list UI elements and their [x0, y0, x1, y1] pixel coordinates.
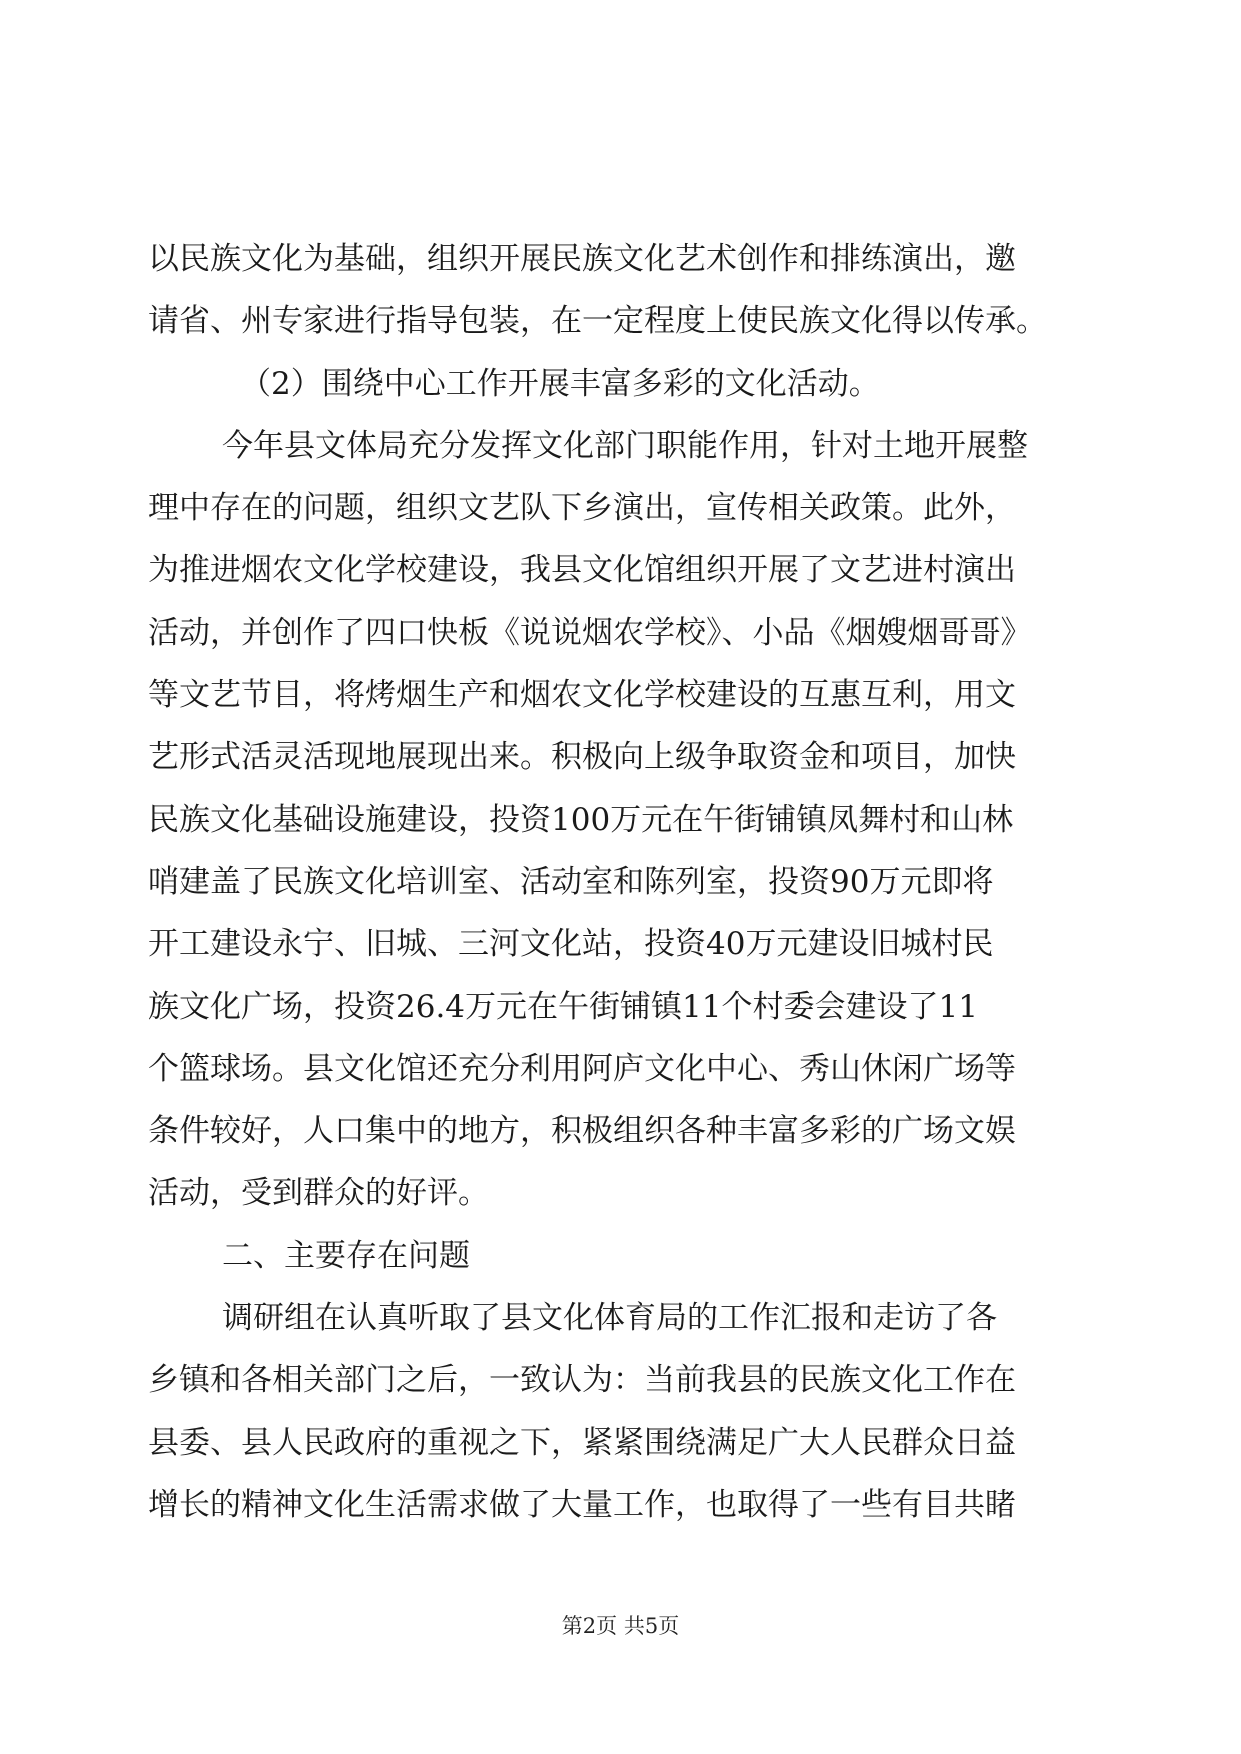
text-line: 条件较好，人口集中的地方，积极组织各种丰富多彩的广场文娱	[148, 1113, 1016, 1150]
page-number-footer: 第2页 共5页	[561, 1614, 680, 1638]
text-line: 个篮球场。县文化馆还充分利用阿庐文化中心、秀山休闲广场等	[148, 1050, 1016, 1087]
text-line: 请省、州专家进行指导包装，在一定程度上使民族文化得以传承。	[148, 303, 1047, 340]
text-line: 理中存在的问题，组织文艺队下乡演出，宣传相关政策。此外，	[148, 490, 1016, 527]
paragraph-first-line: 调研组在认真听取了县文化体育局的工作汇报和走访了各	[222, 1300, 997, 1337]
text-line: 活动，并创作了四口快板《说说烟农学校》、小品《烟嫂烟哥哥》	[148, 614, 1032, 651]
document-body	[148, 228, 1094, 1536]
text-line: 民族文化基础设施建设，投资100万元在午街铺镇凤舞村和山林	[148, 801, 1014, 838]
section-subheading: （2）围绕中心工作开展丰富多彩的文化活动。	[240, 365, 880, 402]
text-line: 等文艺节目，将烤烟生产和烟农文化学校建设的互惠互利，用文	[148, 677, 1016, 714]
text-line: 开工建设永宁、旧城、三河文化站，投资40万元建设旧城村民	[148, 926, 994, 963]
text-line: 以民族文化为基础，组织开展民族文化艺术创作和排练演出，邀	[148, 241, 1016, 277]
section-heading: 二、主要存在问题	[222, 1237, 470, 1274]
text-line: 哨建盖了民族文化培训室、活动室和陈列室，投资90万元即将	[148, 863, 994, 900]
text-line: 族文化广场，投资26.4万元在午街铺镇11个村委会建设了11	[148, 988, 978, 1025]
text-line: 县委、县人民政府的重视之下，紧紧围绕满足广大人民群众日益	[148, 1424, 1016, 1461]
text-line: 艺形式活灵活现地展现出来。积极向上级争取资金和项目，加快	[148, 739, 1016, 776]
text-line: 增长的精神文化生活需求做了大量工作，也取得了一些有目共睹	[148, 1486, 1016, 1523]
text-line: 为推进烟农文化学校建设，我县文化馆组织开展了文艺进村演出	[148, 552, 1016, 589]
text-line: 乡镇和各相关部门之后，一致认为：当前我县的民族文化工作在	[148, 1362, 1016, 1399]
text-line: 活动，受到群众的好评。	[148, 1175, 489, 1212]
paragraph-first-line: 今年县文体局充分发挥文化部门职能作用，针对土地开展整	[222, 427, 1028, 464]
